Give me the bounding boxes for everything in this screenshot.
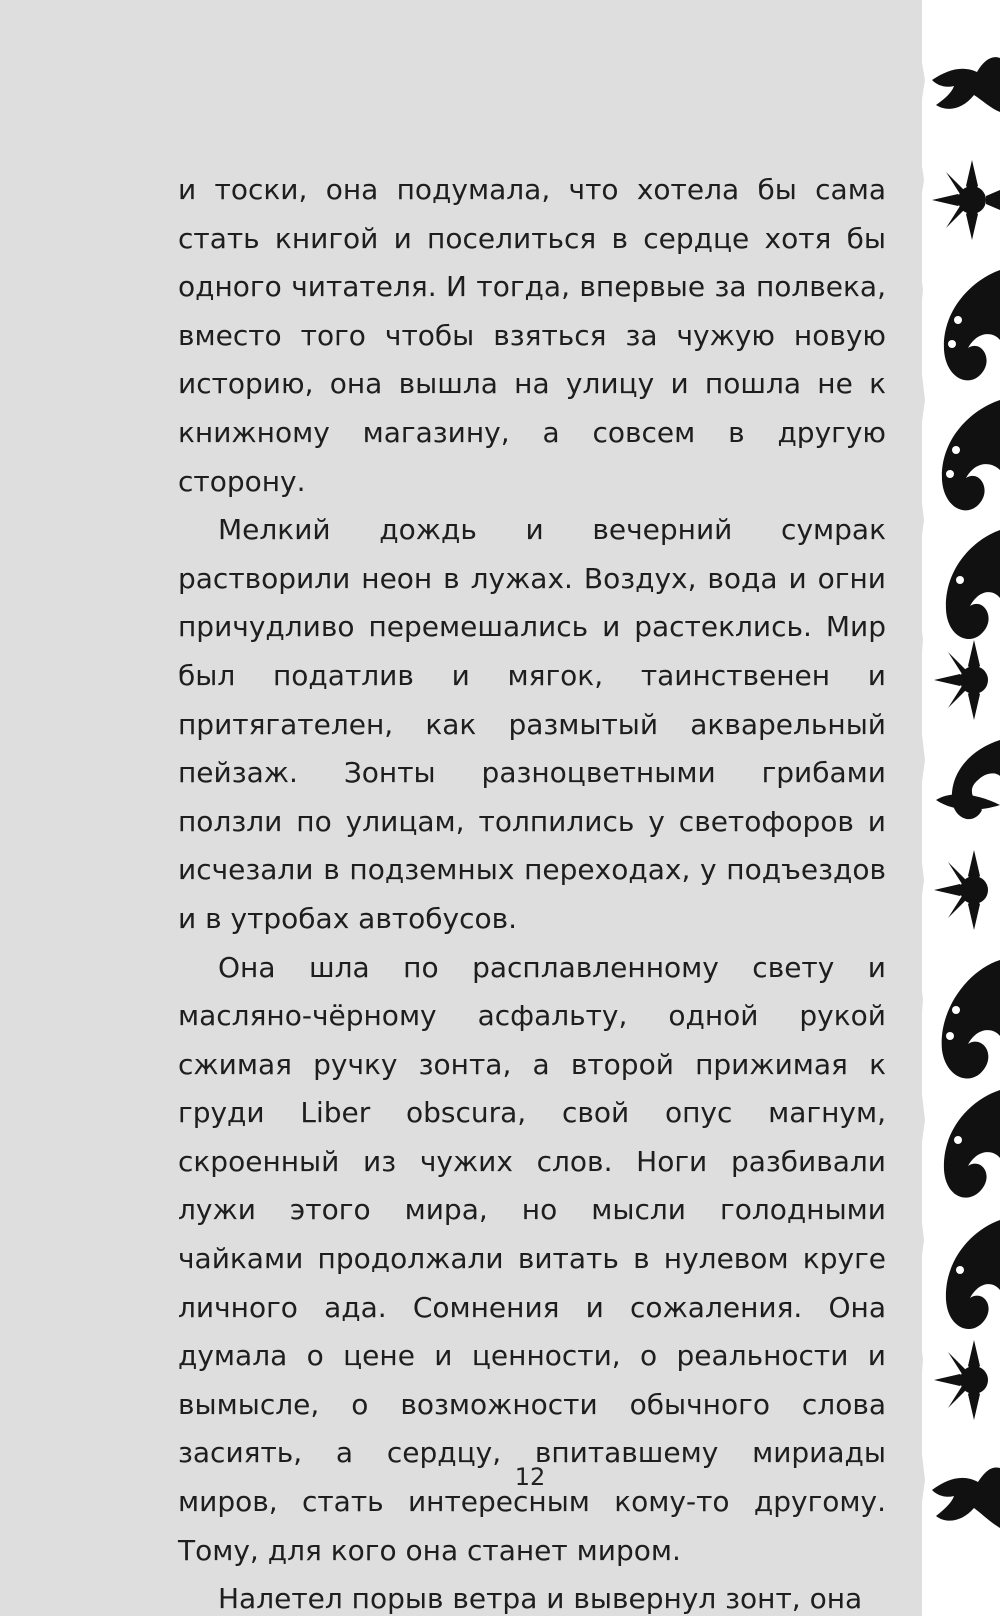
- tentacle-icon: [944, 1090, 1000, 1198]
- flower-icon: [934, 1340, 988, 1420]
- tentacle-icon: [946, 530, 1000, 639]
- feather-icon: [936, 794, 1000, 809]
- page-number: 12: [514, 1463, 546, 1491]
- tentacle-icon: [944, 270, 1000, 380]
- paragraph-4: Налетел порыв ветра и вывернул зонт, она: [218, 1582, 863, 1616]
- flower-icon: [934, 640, 988, 720]
- paragraph-3: Она шла по расплавленному свету и масляно-чёрному асфальту, одной рукой сжимая ручку зонта, а второй прижимая к груди Liber obscura, свой опус магнум, скроенный из чужих слов. Ноги разбивали лужи этого мира, но мысли голодными чайками продолжали витать в нулевом круге личного ада. Сомнения и сожаления. Она думала о цене и ценности, о реальности и вымысле, о возможности обычного слова засиять, а сердцу, впитавшему мириады миров, стать интересным кому-то другому. Тому, для кого она станет миром.: [178, 950, 886, 1567]
- tentacle-icon: [942, 960, 1000, 1079]
- paragraph-1: и тоски, она подумала, что хотела бы сама стать книгой и поселиться в сердце хотя бы одного читателя. И тогда, впервые за полвека, вместо того чтобы взяться за чужую новую историю, она вышла на улицу и пошла не к книжному магазину, а совсем в другую сторону.: [178, 173, 886, 498]
- tentacle-icon: [946, 1220, 1000, 1329]
- flower-icon: [932, 160, 1000, 240]
- raven-icon: [932, 1468, 1000, 1528]
- raven-icon: [932, 57, 1000, 112]
- paragraph-2: Мелкий дождь и вечерний сумрак растворили неон в лужах. Воздух, вода и огни причудливо перемешались и растеклись. Мир был податлив и мягок, таинственен и притягателен, как размытый акварельный пейзаж. Зонты разноцветными грибами ползли по улицам, толпились у светофоров и исчезали в подземных переходах, у подъездов и в утробах автобусов.: [178, 513, 886, 935]
- ornament-strip: [922, 0, 1000, 1616]
- tentacle-icon: [942, 400, 1000, 510]
- body-text: [178, 166, 886, 1624]
- flower-icon: [934, 850, 988, 930]
